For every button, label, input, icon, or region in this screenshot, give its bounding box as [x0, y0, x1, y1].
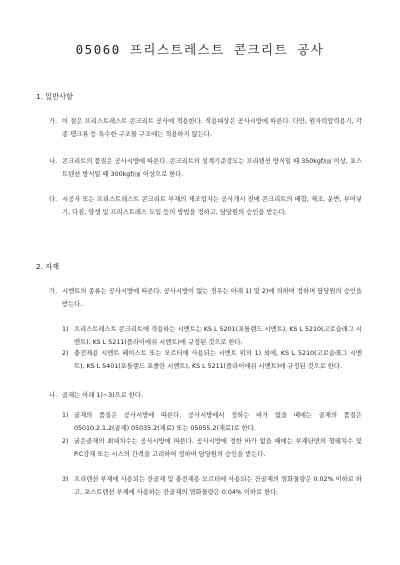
- subitem-label: 1): [62, 412, 69, 419]
- subitem-text: 프리텐션 부재에 사용되는 잔골재 및 충전재용 모르터에 사용되는 잔골재의 염화물량은 0.02% 이하로 하고, 포스트텐션 부재에 사용하는 잔골재의 염화물량은 0.04% 이하로 한다.: [74, 476, 362, 496]
- item-label: 가.: [49, 118, 58, 125]
- item-text: 시멘트의 종류는 공사시방에 따른다. 공사시방이 없는 경우는 아래 1) 및 2)에 의하며 정하며 담당원의 승인을 받는다.: [62, 288, 362, 308]
- subitem-text: 굵은골재의 최대치수는 공사시방에 따른다. 공사시방에 정한 바가 없을 때에는 부재단면의 형태치수 및 P.C강재 또는 시스의 간격을 고려하여 정하며 담당원의 승인을 받는다.: [74, 438, 362, 458]
- subitem-text: 프리스트레스트 콘크리트에 적용하는 시멘트는 KS L 5201(포틀랜드 시멘트), KS L 5210(고로슬래그 시멘트), KS L 5211(플라이애쉬 시멘트)에 규정된 것으로 한다.: [74, 326, 362, 346]
- subitem-text: 충전재용 시멘트 페이스트 또는 모르터에 사용되는 시멘트 위의 1) 외에, KS L 5210(고로슬래그 시멘트), KS L 5401(포틀랜드 포졸란 시멘트), KS L 5211(플라이애쉬 시멘트)에 규정된 것으로 한다.: [74, 350, 362, 370]
- item-text: 이 절은 프리스트레스트 콘크리트 공사에 적용한다. 적용대상은 공사시방에 따른다. 다만, 원자력압력용기, 각종 탱크류 등 특수한 구조물 구조에는 적용하지 않는다.: [62, 118, 362, 138]
- subitem-label: 1): [62, 326, 69, 333]
- item-text: 골재는 아래 1)~3)으로 한다.: [62, 392, 143, 399]
- item-text: 시공자 또는 프리스트레스트 콘크리트 부재의 제조업자는 공사개시 전에 콘크리트의 배합, 제조, 운반, 부어넣기, 다짐, 양생 및 프리스트레스 도입 등의 방법을 정하고, 담당원의 승인을 받는다.: [62, 196, 362, 216]
- section-heading-materials: 2. 자재: [36, 262, 60, 271]
- subitem-text: 골재의 품질은 공사시방에 따른다. 공사시방에서 정하는 바가 없을 때에는 골재의 품질은 05010.2.1.2(골재) 05035.2(재료) 또는 05055.2(재료)로 한다.: [74, 412, 362, 432]
- item-label: 가.: [49, 288, 58, 295]
- subitem-label: 2): [62, 350, 69, 357]
- subitem-label: 2): [62, 438, 69, 445]
- subitem-label: 3): [62, 476, 69, 483]
- page-title: 05060 프리스트레스트 콘크리트 공사: [75, 42, 325, 57]
- section-heading-general: 1. 일반사항: [36, 92, 73, 101]
- item-label: 나.: [49, 392, 58, 399]
- item-text: 콘크리트의 품질은 공사시방에 따른다. 콘크리트의 설계기준강도는 프리텐션 방식일 때 350kgf/㎠ 이상, 포스트텐션 방식일 때 300kgf/㎠ 이상으로 한다.: [62, 158, 362, 178]
- item-label: 다.: [49, 196, 58, 203]
- item-label: 나.: [49, 158, 58, 165]
